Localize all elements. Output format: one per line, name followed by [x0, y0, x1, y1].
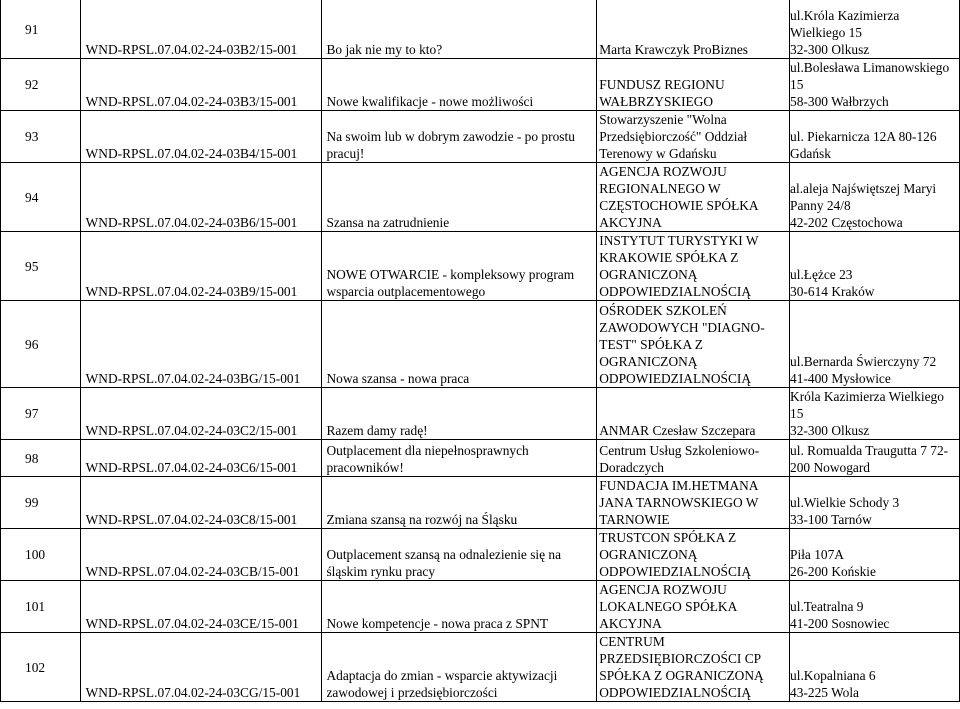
beneficiary-name [597, 59, 790, 111]
application-code: WND-RPSL.07.04.02-24-03B2/15-001 [80, 0, 322, 59]
beneficiary-name-line: FUNDUSZ REGIONU [599, 77, 725, 92]
table-row [1, 581, 960, 633]
beneficiary-name-line: AKCYJNA [599, 215, 662, 230]
project-title [322, 163, 597, 232]
project-title-line: śląskim rynku pracy [326, 564, 436, 579]
beneficiary-name-line: ODPOWIEDZIALNOŚCIĄ [599, 284, 752, 299]
table-row [1, 633, 960, 702]
row-number: 97 [1, 388, 81, 440]
beneficiary-address [790, 633, 960, 702]
beneficiary-name-line: REGIONALNEGO W [599, 181, 721, 196]
beneficiary-address-line: 15 [790, 77, 804, 92]
table-row [1, 477, 960, 529]
row-number: 93 [1, 111, 81, 163]
beneficiary-name-line: WAŁBRZYSKIEGO [599, 94, 714, 109]
beneficiary-name-line: JANA TARNOWSKIEGO W [599, 495, 759, 510]
beneficiary-name-line: OGRANICZONĄ [599, 354, 698, 369]
beneficiary-name-line: Marta Krawczyk ProBiznes [599, 42, 749, 57]
beneficiary-address [790, 301, 960, 388]
application-code: WND-RPSL.07.04.02-24-03C8/15-001 [80, 477, 322, 529]
beneficiary-address [790, 440, 960, 477]
project-title [322, 0, 597, 59]
beneficiary-name-line: INSTYTUT TURYSTYKI W [599, 233, 759, 248]
beneficiary-address-line: ul.Bernarda Świerczyny 72 [790, 354, 937, 369]
beneficiary-address-line: ul. Piekarnicza 12A 80-126 [790, 129, 937, 144]
project-title-line: Szansa na zatrudnienie [326, 215, 450, 230]
project-title [322, 477, 597, 529]
beneficiary-address-line: 26-200 Końskie [790, 564, 876, 579]
beneficiary-address [790, 477, 960, 529]
project-title-line: zawodowej i przedsiębiorczości [326, 685, 498, 700]
table-row [1, 111, 960, 163]
beneficiary-address [790, 111, 960, 163]
beneficiary-address [790, 59, 960, 111]
row-number: 100 [1, 529, 81, 581]
project-title-line: Na swoim lub w dobrym zawodzie - po prostu [326, 129, 575, 144]
beneficiary-name [597, 440, 790, 477]
application-code: WND-RPSL.07.04.02-24-03CG/15-001 [80, 633, 322, 702]
beneficiary-name [597, 301, 790, 388]
project-title-line: pracowników! [326, 460, 404, 475]
beneficiary-name [597, 581, 790, 633]
beneficiary-name-line: OGRANICZONĄ [599, 267, 698, 282]
row-number: 94 [1, 163, 81, 232]
beneficiary-address-line: 32-300 Olkusz [790, 423, 870, 438]
application-code: WND-RPSL.07.04.02-24-03B4/15-001 [80, 111, 322, 163]
beneficiary-name-line: ODPOWIEDZIALNOŚCIĄ [599, 564, 752, 579]
row-number: 95 [1, 232, 81, 301]
beneficiary-address-line: Gdańsk [790, 146, 831, 161]
project-title-line: Outplacement dla niepełnosprawnych [326, 443, 529, 458]
beneficiary-name [597, 111, 790, 163]
project-title-line: Zmiana szansą na rozwój na Śląsku [326, 512, 518, 527]
table-row [1, 163, 960, 232]
beneficiary-name-line: Przedsiębiorczość" Oddział [599, 129, 748, 144]
project-title-line: NOWE OTWARCIE - kompleksowy program [326, 267, 575, 282]
application-code: WND-RPSL.07.04.02-24-03C6/15-001 [80, 440, 322, 477]
beneficiary-address-line: Wielkiego 15 [790, 25, 863, 40]
beneficiary-address [790, 388, 960, 440]
beneficiary-address-line: al.aleja Najświętszej Maryi [790, 181, 937, 196]
application-code: WND-RPSL.07.04.02-24-03B6/15-001 [80, 163, 322, 232]
row-number: 96 [1, 301, 81, 388]
beneficiary-address-line: ul.Króla Kazimierza [790, 8, 900, 23]
application-code: WND-RPSL.07.04.02-24-03B3/15-001 [80, 59, 322, 111]
project-title [322, 440, 597, 477]
beneficiary-name-line: ANMAR Czesław Szczepara [599, 423, 756, 438]
beneficiary-name-line: Doradczych [599, 460, 664, 475]
beneficiary-address-line: 33-100 Tarnów [790, 512, 872, 527]
application-code: WND-RPSL.07.04.02-24-03CB/15-001 [80, 529, 322, 581]
beneficiary-name-line: Terenowy w Gdańsku [599, 146, 717, 161]
beneficiary-address-line: ul.Łężce 23 [790, 267, 853, 282]
beneficiary-name-line: Stowarzyszenie "Wolna [599, 112, 727, 127]
table-row [1, 388, 960, 440]
project-title-line: wsparcia outplacementowego [326, 284, 486, 299]
beneficiary-name [597, 477, 790, 529]
beneficiary-address [790, 232, 960, 301]
beneficiary-address-line: 32-300 Olkusz [790, 42, 870, 57]
beneficiary-address-line: ul. Romualda Traugutta 7 72- [790, 443, 949, 458]
beneficiary-name [597, 0, 790, 59]
project-title [322, 301, 597, 388]
beneficiary-address-line: ul.Wielkie Schody 3 [790, 495, 900, 510]
beneficiary-name-line: OŚRODEK SZKOLEŃ [599, 303, 727, 318]
application-code: WND-RPSL.07.04.02-24-03BG/15-001 [80, 301, 322, 388]
beneficiary-address-line: Piła 107A [790, 547, 844, 562]
beneficiary-address [790, 581, 960, 633]
beneficiary-name [597, 232, 790, 301]
beneficiary-name [597, 388, 790, 440]
table-row [1, 232, 960, 301]
table-row [1, 301, 960, 388]
project-title [322, 232, 597, 301]
application-code: WND-RPSL.07.04.02-24-03CE/15-001 [80, 581, 322, 633]
beneficiary-name-line: OGRANICZONĄ [599, 547, 698, 562]
beneficiary-name-line: TEST" SPÓŁKA Z [599, 337, 703, 352]
row-number: 92 [1, 59, 81, 111]
table-row [1, 0, 960, 59]
project-title-line: Razem damy radę! [326, 423, 428, 438]
beneficiary-name-line: AGENCJA ROZWOJU [599, 582, 727, 597]
projects-table-body [1, 0, 960, 702]
beneficiary-address-line: 42-202 Częstochowa [790, 215, 903, 230]
beneficiary-address-line: Panny 24/8 [790, 198, 851, 213]
beneficiary-name-line: TRUSTCON SPÓŁKA Z [599, 530, 737, 545]
beneficiary-name [597, 633, 790, 702]
project-title-line: Adaptacja do zmian - wsparcie aktywizacji [326, 668, 558, 683]
project-title-line: Nowa szansa - nowa praca [326, 371, 470, 386]
beneficiary-name-line: Centrum Usług Szkoleniowo- [599, 443, 760, 458]
beneficiary-address [790, 0, 960, 59]
beneficiary-name-line: ODPOWIEDZIALNOŚCIĄ [599, 685, 752, 700]
project-title [322, 388, 597, 440]
beneficiary-name-line: TARNOWIE [599, 512, 670, 527]
beneficiary-name-line: PRZEDSIĘBIORCZOŚCI CP [599, 651, 762, 666]
beneficiary-address-line: ul.Teatralna 9 [790, 599, 864, 614]
row-number: 98 [1, 440, 81, 477]
beneficiary-address-line: 200 Nowogard [790, 460, 870, 475]
project-title [322, 633, 597, 702]
beneficiary-name-line: SPÓŁKA Z OGRANICZONĄ [599, 668, 764, 683]
table-row [1, 529, 960, 581]
beneficiary-address-line: Króla Kazimierza Wielkiego [790, 389, 944, 404]
beneficiary-name-line: LOKALNEGO SPÓŁKA [599, 599, 738, 614]
beneficiary-name [597, 529, 790, 581]
project-title-line: pracuj! [326, 146, 365, 161]
table-row [1, 59, 960, 111]
application-code: WND-RPSL.07.04.02-24-03B9/15-001 [80, 232, 322, 301]
project-title [322, 529, 597, 581]
beneficiary-address [790, 529, 960, 581]
beneficiary-address-line: 41-200 Sosnowiec [790, 616, 890, 631]
beneficiary-name-line: CENTRUM [599, 634, 665, 649]
project-title-line: Nowe kompetencje - nowa praca z SPNT [326, 616, 549, 631]
project-title-line: Nowe kwalifikacje - nowe możliwości [326, 94, 534, 109]
beneficiary-address-line: 30-614 Kraków [790, 284, 875, 299]
beneficiary-address-line: 41-400 Mysłowice [790, 371, 891, 386]
row-number: 99 [1, 477, 81, 529]
application-code: WND-RPSL.07.04.02-24-03C2/15-001 [80, 388, 322, 440]
beneficiary-name-line: ODPOWIEDZIALNOŚCIĄ [599, 371, 752, 386]
beneficiary-name-line: AGENCJA ROZWOJU [599, 164, 727, 179]
beneficiary-name-line: ZAWODOWYCH "DIAGNO- [599, 320, 765, 335]
beneficiary-address-line: ul.Kopalniana 6 [790, 668, 876, 683]
project-title [322, 59, 597, 111]
beneficiary-address-line: 43-225 Wola [790, 685, 859, 700]
beneficiary-name [597, 163, 790, 232]
row-number: 102 [1, 633, 81, 702]
project-title-line: Bo jak nie my to kto? [326, 42, 443, 57]
beneficiary-name-line: CZĘSTOCHOWIE SPÓŁKA [599, 198, 759, 213]
beneficiary-address-line: 15 [790, 406, 804, 421]
beneficiary-name-line: AKCYJNA [599, 616, 662, 631]
beneficiary-address-line: 58-300 Wałbrzych [790, 94, 889, 109]
beneficiary-name-line: KRAKOWIE SPÓŁKA Z [599, 250, 739, 265]
project-title [322, 111, 597, 163]
project-title-line: Outplacement szansą na odnalezienie się na [326, 547, 562, 562]
row-number: 101 [1, 581, 81, 633]
beneficiary-address-line: ul.Bolesława Limanowskiego [790, 60, 950, 75]
table-row [1, 440, 960, 477]
row-number: 91 [1, 0, 81, 59]
project-title [322, 581, 597, 633]
beneficiary-name-line: FUNDACJA IM.HETMANA [599, 478, 759, 493]
beneficiary-address [790, 163, 960, 232]
